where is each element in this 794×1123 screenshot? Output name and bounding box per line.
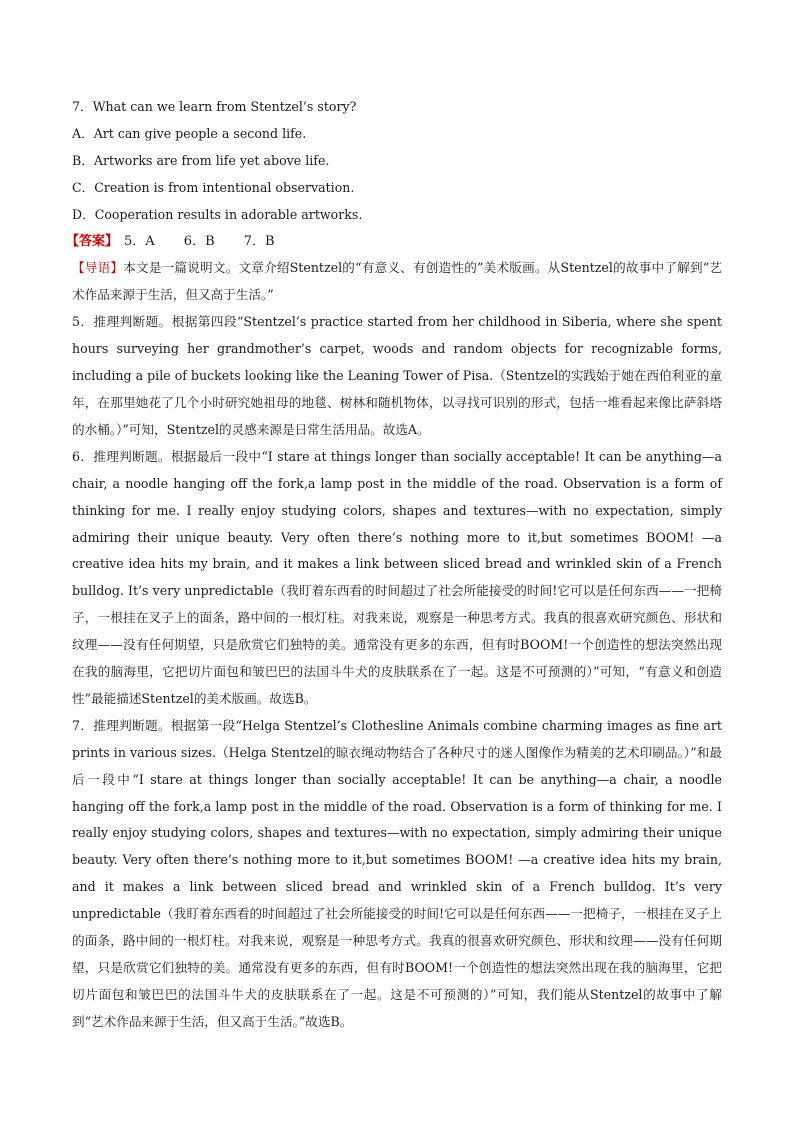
answer-tag: 【答案】: [66, 233, 119, 249]
option-a: A．Art can give people a second life.: [72, 125, 307, 141]
explanation-6: [72, 444, 722, 713]
option-b: B．Artworks are from life yet above life.: [72, 152, 330, 168]
guide-text: 本文是一篇说明文。文章介绍Stentzel的“有意义、有创造性的”美术版画。从Stentzel的故事中了解到“艺术作品来源于生活，但又高于生活。”: [72, 260, 722, 303]
explanation-5: [72, 309, 722, 444]
guide-tag: 【导语】: [72, 260, 124, 276]
explanation-7: [72, 713, 722, 1036]
question-stem: 7．What can we learn from Stentzel’s story?: [72, 99, 357, 114]
explanation-6-text: 6．推理判断题。根据最后一段中“I stare at things longer than socially acceptable! It can be anything—a chair, a noodle hanging off the fork,a lamp post in the middle of the road. Observation is a form of thinking for me. I really enjoy studying colors, shapes and textures—with no expectation, simply admiring their unique beauty. Very often there’s nothing more to it,but sometimes BOOM! —a creative idea hits my brain, and it makes a link between sliced bread and wrinkled skin of a French bulldog. It’s very unpredictable（我盯着东西看的时间超过了社会所能接受的时间!它可以是任何东西——一把椅子，一根挂在叉子上的面条，路中间的一根灯柱。对我来说，观察是一种思考方式。我真的很喜欢研究颜色、形状和纹理——没有任何期望，只是欣赏它们独特的美。通常没有更多的东西，但有时BOOM!一个创造性的想法突然出现在我的脑海里，它把切片面包和皱巴巴的法国斗牛犬的皮肤联系在了一起。这是不可预测的）”可知，“有意义和创造性”最能描述Stentzel的美术版画。故选B。: [72, 448, 722, 706]
option-d: D．Cooperation results in adorable artworks.: [72, 206, 363, 222]
explanation-7-text: 7．推理判断题。根据第一段“Helga Stentzel’s Clothesline Animals combine charming images as fine art prints in various sizes.（Helga Stentzel的晾衣绳动物结合了各种尺寸的迷人图像作为精美的艺术印刷品。）”和最后一段中“I stare at things longer than socially acceptable! It can be anything—a chair, a noodle hanging off the fork,a lamp post in the middle of the road. Observation is a form of thinking for me. I really enjoy studying colors, shapes and textures—with no expectation, simply admiring their unique beauty. Very often there’s nothing more to it,but sometimes BOOM! —a creative idea hits my brain, and it makes a link between sliced bread and wrinkled skin of a French bulldog. It’s very unpredictable（我盯着东西看的时间超过了社会所能接受的时间!它可以是任何东西——一把椅子，一根挂在叉子上的面条，路中间的一根灯柱。对我来说，观察是一种思考方式。我真的很喜欢研究颜色、形状和纹理——没有任何期望，只是欣赏它们独特的美。通常没有更多的东西，但有时BOOM!一个创造性的想法突然出现在我的脑海里，它把切片面包和皱巴巴的法国斗牛犬的皮肤联系在了一起。这是不可预测的）”可知，我们能从Stentzel的故事中了解到“艺术作品来源于生活，但又高于生活。”故选B。: [72, 717, 722, 1029]
option-c: C．Creation is from intentional observation.: [72, 179, 355, 195]
content-area: [66, 94, 722, 1036]
explanation-5-text: 5．推理判断题。根据第四段“Stentzel’s practice started from her childhood in Siberia, where she spent hours surveying her grandmother’s carpet, woods and random objects for recognizable forms, including a pile of buckets looking like the Leaning Tower of Pisa.（Stentzel的实践始于她在西伯利亚的童年，在那里她花了几个小时研究她祖母的地毯、树林和随机物体，以寻找可识别的形式，包括一堆看起来像比萨斜塔的水桶。）”可知，Stentzel的灵感来源是日常生活用品。故选A。: [72, 314, 722, 437]
answer-line: [66, 229, 722, 256]
guide-paragraph: [72, 255, 722, 309]
answer-value: 5．A 6．B 7．B: [124, 233, 275, 249]
